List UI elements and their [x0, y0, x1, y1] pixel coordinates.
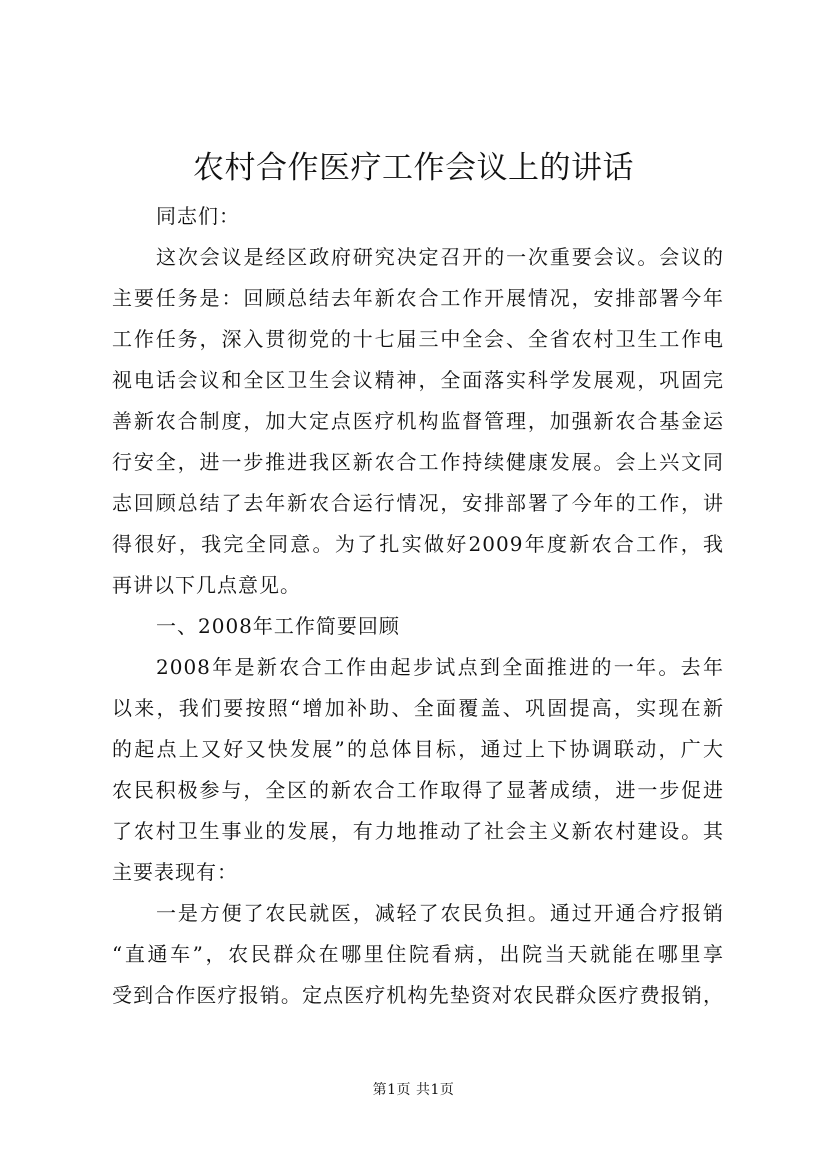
paragraph-line: 了农村卫生事业的发展，有力地推动了社会主义新农村建设。其	[112, 819, 724, 843]
paragraph-line: 行安全，进一步推进我区新农合工作持续健康发展。会上兴文同	[112, 450, 724, 474]
section-paragraph	[112, 647, 724, 893]
point-paragraph	[112, 893, 724, 1016]
paragraph-line: 再讲以下几点意见。	[112, 573, 301, 597]
paragraph-line: 同志们：	[156, 204, 240, 228]
paragraph-line: 受到合作医疗报销。定点医疗机构先垫资对农民群众医疗费报销，	[112, 983, 724, 1007]
paragraph-line: 志回顾总结了去年新农合运行情况，安排部署了今年的工作，讲	[112, 491, 724, 515]
intro-paragraph	[112, 237, 724, 606]
paragraph-line: “直通车”，农民群众在哪里住院看病，出院当天就能在哪里享	[112, 942, 724, 966]
document-body	[112, 196, 724, 1016]
page-number-footer: 第1页 共1页	[372, 1082, 455, 1098]
paragraph-line: 的起点上又好又快发展”的总体目标，通过上下协调联动，广大	[112, 737, 724, 761]
paragraph-line: 得很好，我完全同意。为了扎实做好2009年度新农合工作，我	[112, 532, 724, 556]
salutation-paragraph	[112, 196, 724, 237]
paragraph-line: 工作任务，深入贯彻党的十七届三中全会、全省农村卫生工作电	[112, 327, 724, 351]
document-title: 农村合作医疗工作会议上的讲话	[193, 150, 634, 186]
paragraph-line: 主要表现有：	[112, 860, 238, 884]
paragraph-line: 主要任务是：回顾总结去年新农合工作开展情况，安排部署今年	[112, 286, 724, 310]
paragraph-line: 一是方便了农民就医，减轻了农民负担。通过开通合疗报销	[156, 901, 724, 925]
paragraph-line: 这次会议是经区政府研究决定召开的一次重要会议。会议的	[156, 245, 724, 269]
paragraph-line: 农民积极参与，全区的新农合工作取得了显著成绩，进一步促进	[112, 778, 724, 802]
section-heading	[112, 606, 724, 647]
paragraph-line: 以来，我们要按照“增加补助、全面覆盖、巩固提高，实现在新	[112, 696, 724, 720]
heading-line: 一、2008年工作简要回顾	[156, 614, 400, 638]
paragraph-line: 2008年是新农合工作由起步试点到全面推进的一年。去年	[156, 655, 724, 679]
paragraph-line: 善新农合制度，加大定点医疗机构监督管理，加强新农合基金运	[112, 409, 724, 433]
paragraph-line: 视电话会议和全区卫生会议精神，全面落实科学发展观，巩固完	[112, 368, 724, 392]
